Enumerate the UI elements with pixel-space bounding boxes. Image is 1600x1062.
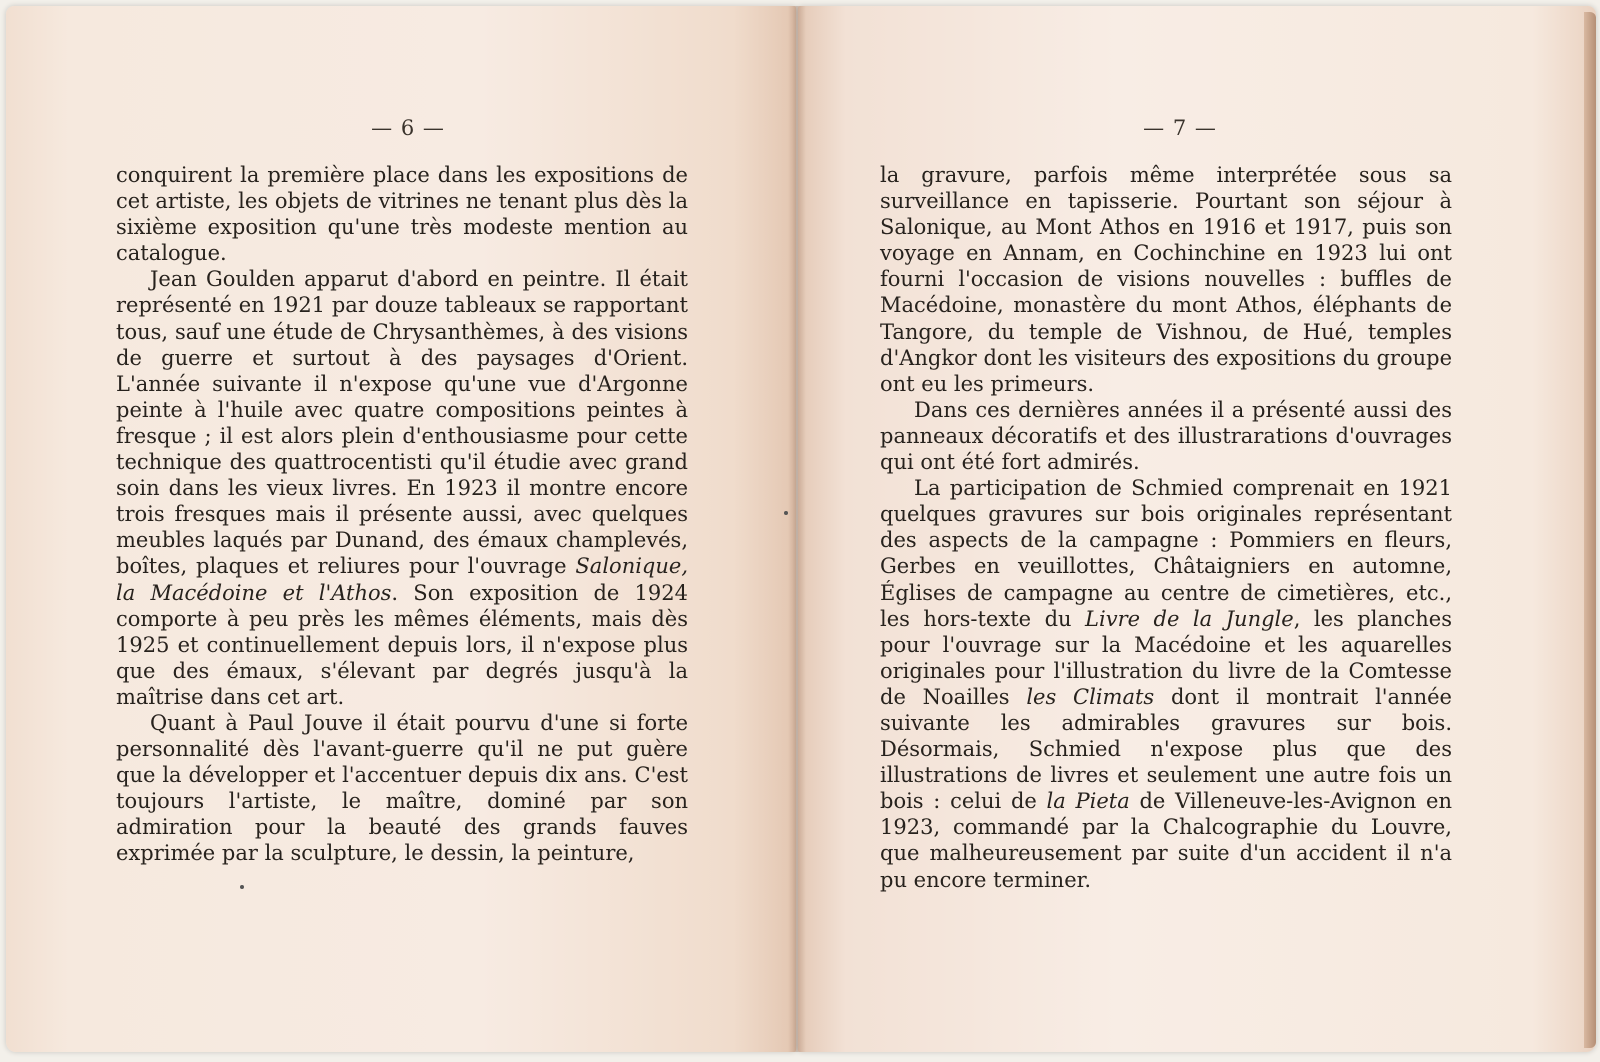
text-run: . Son exposition de 1924 comporte à peu près les mêmes éléments, mais dès 1925 et continuellement depuis lors, il n'expose plus que des émaux, s'élevant par degrés jusqu'à la maîtrise dans cet art. [116, 580, 689, 709]
book-gutter [788, 6, 806, 1052]
text-run: Quant à Paul Jouve il était pourvu d'une si forte personnalité dès l'avant-guerre qu'il ne put guère que la développer et l'accentuer depuis dix ans. C'est toujours l'artiste, le maître, dominé par son admiration pour la beauté des grands fauves exprimée par la sculpture, le dessin, la peinture, [116, 710, 688, 866]
italic-title: les Climats [1026, 684, 1155, 709]
page-edge [1584, 12, 1596, 1048]
text-run: de Villeneuve-les-Avignon en 1923, commandé par la Chalcographie du Louvre, que malheureusement par suite d'un accident il n'a pu encore terminer. [880, 789, 1452, 892]
paragraph [116, 162, 688, 266]
italic-title: la Pieta [1046, 789, 1130, 814]
text-run: la gravure, parfois même interprétée sous sa surveillance en tapisserie. Pourtant son séjour à Salonique, au Mont Athos en 1916 et 1917, puis son voyage en Annam, en Cochinchine en 1923 lui ont fourni l'occasion de visions nouvelles : buffles de Macédoine, monastère du mont Athos, éléphants de Tangore, du temple de Vishnou, de Hué, temples d'Angkor dont les visiteurs des expositions du groupe ont eu les primeurs. [880, 163, 1452, 396]
paragraph [880, 475, 1452, 893]
text-run: Jean Goulden apparut d'abord en peintre. Il était représenté en 1921 par douze tableaux se rapportant tous, sauf une étude de Chrysanthèmes, à des visions de guerre et surtout à des paysages d'Orient. L'année suivante il n'expose qu'une vue d'Argonne peinte à l'huile avec quatre compositions peintes à fresque ; il est alors plein d'enthousiasme pour cette technique des quattrocentisti qu'il étudie avec grand soin dans les vieux livres. En 1923 il montre encore trois fresques mais il présente aussi, avec quelques meubles laqués par Dunand, des émaux champlevés, boîtes, plaques et reliures pour l'ouvrage [116, 267, 688, 579]
text-run: La participation de Schmied comprenait en 1921 quelques gravures sur bois originales représentant des aspects de la campagne : Pommiers en fleurs, Gerbes en veuillottes, Châtaigniers en automne, Églises de campagne au centre de cimetières, etc., les hors-texte du [880, 476, 1452, 631]
text-run: Dans ces dernières années il a présenté aussi des panneaux décoratifs et des illustrarations d'ouvrages qui ont été fort admirés. [880, 397, 1452, 475]
paragraph [880, 397, 1452, 475]
paragraph [880, 162, 1452, 397]
right-page-text [880, 162, 1452, 893]
page-number-left: — 6 — [371, 116, 445, 140]
ink-dot [240, 885, 244, 889]
paragraph [116, 266, 688, 710]
page-number-right: — 7 — [1143, 116, 1217, 140]
text-run: dont il montrait l'année suivante les admirables gravures sur bois. Désormais, Schmied n'expose plus que des illustrations de livres et seulement une autre fois un bois : celui de [880, 684, 1452, 814]
text-run: , les planches pour l'ouvrage sur la Macédoine et les aquarelles originales pour l'illustration du livre de la Comtesse de Noailles [880, 606, 1452, 709]
italic-title: Salonique, la Macédoine et l'Athos [116, 554, 688, 605]
text-run: conquirent la première place dans les expositions de cet artiste, les objets de vitrines ne tenant plus dès la sixième exposition qu'une très modeste mention au catalogue. [116, 163, 688, 266]
italic-title: Livre de la Jungle [1085, 606, 1294, 631]
ink-dot [784, 511, 788, 515]
left-page-text [116, 162, 688, 867]
paragraph [116, 710, 688, 867]
